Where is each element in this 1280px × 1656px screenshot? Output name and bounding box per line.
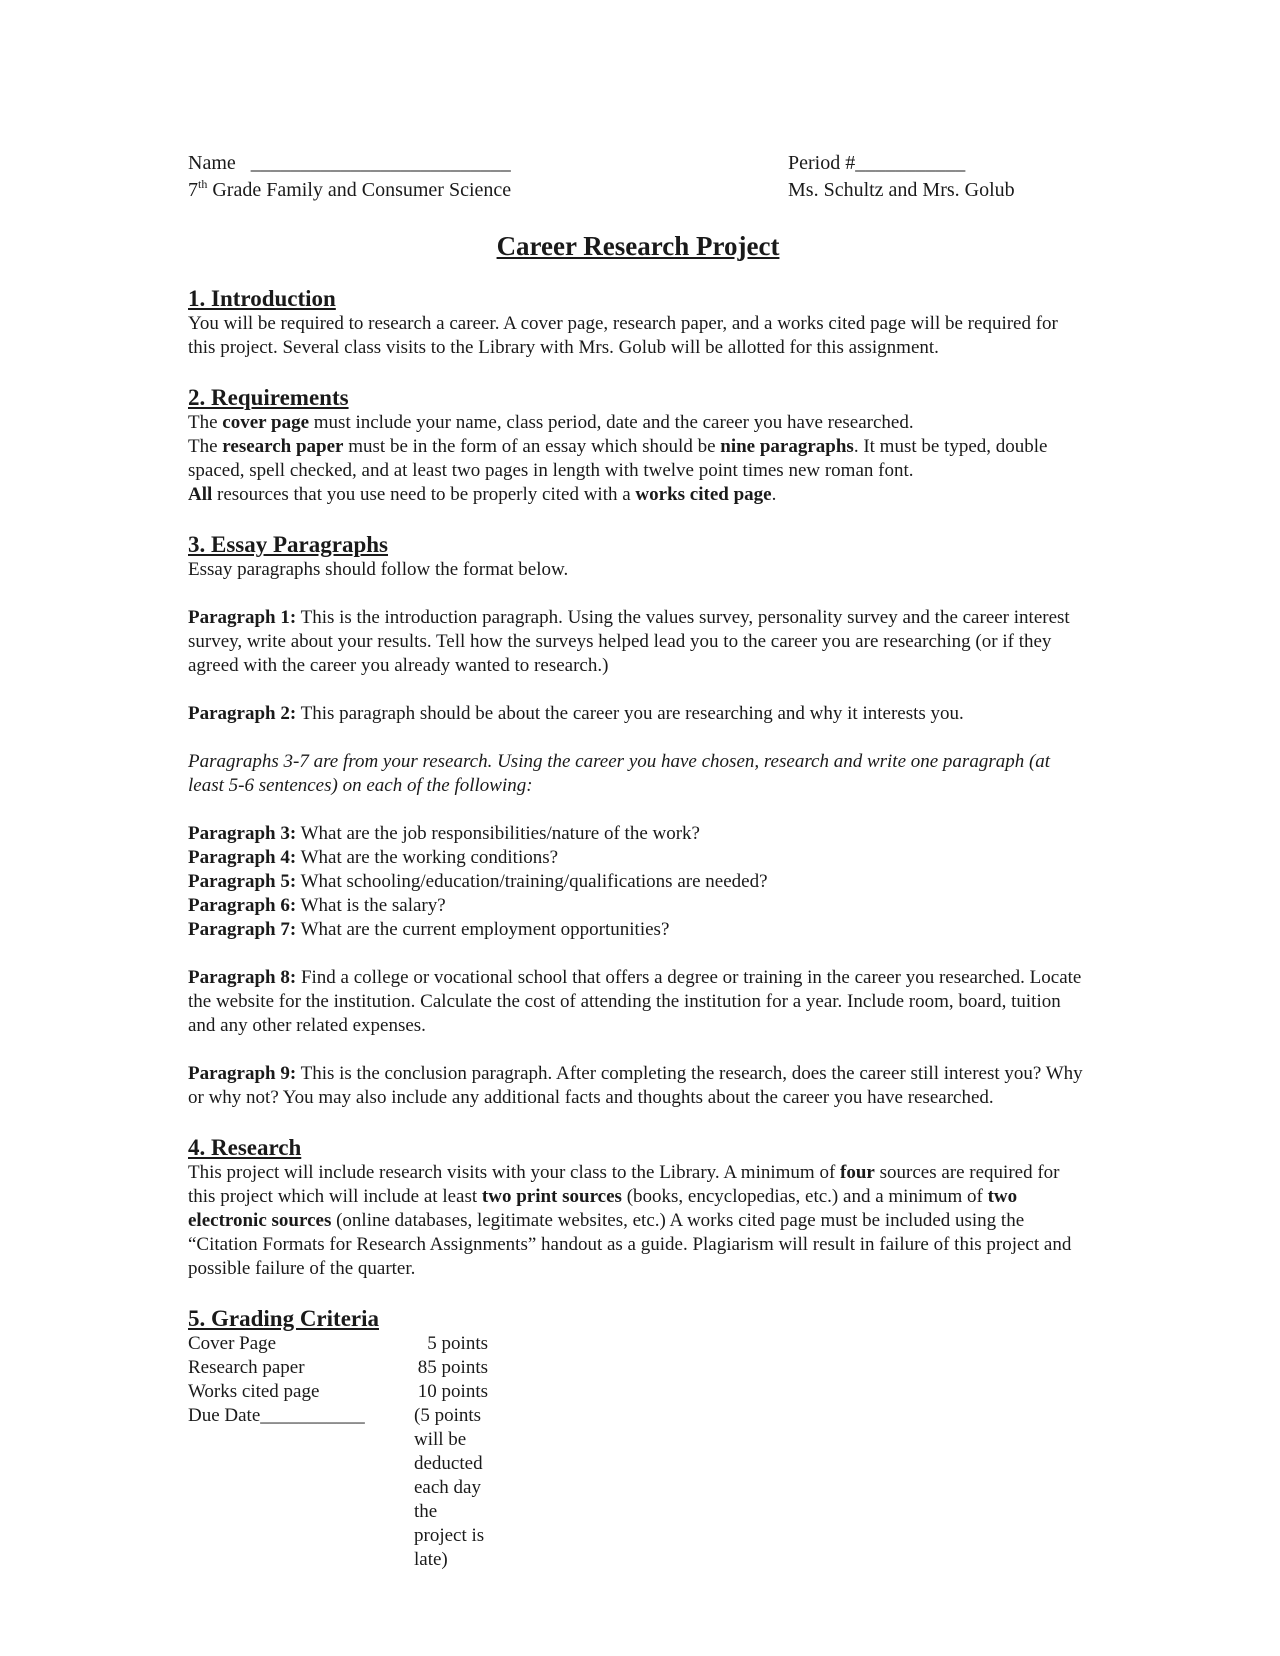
- paragraph-6: Paragraph 6: What is the salary?: [188, 895, 446, 916]
- research-heading: 4. Research: [188, 1135, 302, 1160]
- name-label: Name: [188, 152, 236, 174]
- header-row-1: [188, 150, 1088, 177]
- paragraph-8: Paragraph 8: Find a college or vocational school that offers a degree or training in the career you researched. Locate the website for the institution. Calculate the cost of attending the institution for a year. Include room, board, tuition and any other related expenses.: [188, 967, 1082, 1036]
- period-label: Period #: [788, 152, 856, 174]
- introduction-text: You will be required to research a career. A cover page, research paper, and a works cited page will be required for this project. Several class visits to the Library with Mrs. Golub will be allotted for this assignment.: [188, 313, 1058, 358]
- page-title: Career Research Project: [496, 231, 780, 261]
- grading-row: Cover Page 5 points: [188, 1333, 488, 1354]
- teacher-names: Ms. Schultz and Mrs. Golub: [788, 179, 1015, 201]
- paragraph-2: Paragraph 2: This paragraph should be about the career you are researching and why it interests you.: [188, 703, 964, 724]
- paragraph-5: Paragraph 5: What schooling/education/training/qualifications are needed?: [188, 871, 768, 892]
- introduction-heading: 1. Introduction: [188, 286, 336, 311]
- document-page: [188, 150, 1088, 1572]
- grading-heading: 5. Grading Criteria: [188, 1306, 379, 1331]
- period-field: [788, 150, 965, 177]
- requirements-heading: 2. Requirements: [188, 385, 349, 410]
- period-blank: ___________: [855, 152, 966, 174]
- grading-row: Works cited page 10 points: [188, 1381, 488, 1402]
- header-row-2: [188, 177, 1088, 204]
- paragraph-3: Paragraph 3: What are the job responsibilities/nature of the work?: [188, 823, 700, 844]
- essay-heading: 3. Essay Paragraphs: [188, 532, 388, 557]
- research-paragraphs-note: Paragraphs 3-7 are from your research. Using the career you have chosen, research and write one paragraph (at least 5-6 sentences) on each of the following:: [188, 751, 1051, 796]
- requirements-works-cited: All resources that you use need to be properly cited with a works cited page.: [188, 484, 777, 505]
- course-name: 7th Grade Family and Consumer Science: [188, 177, 512, 201]
- research-text: This project will include research visits with your class to the Library. A minimum of four sources are required for this project which will include at least two print sources (books, encyclopedias, etc.) and a minimum of two electronic sources (online databases, legitimate websites, etc.) A works cited page must be included using the “Citation Formats for Research Assignments” handout as a guide. Plagiarism will result in failure of this project and possible failure of the quarter.: [188, 1162, 1072, 1279]
- grading-table: [188, 1332, 488, 1572]
- requirements-cover-page: The cover page must include your name, class period, date and the career you have researched.: [188, 412, 914, 433]
- due-date-row: [188, 1404, 488, 1572]
- requirements-research-paper: The research paper must be in the form of an essay which should be nine paragraphs. It must be typed, double spaced, spell checked, and at least two pages in length with twelve point times new roman font.: [188, 436, 1048, 481]
- late-penalty-note: (5 points will be deducted each day the project is late): [414, 1405, 485, 1570]
- name-field: [188, 150, 511, 177]
- paragraph-1: Paragraph 1: This is the introduction paragraph. Using the values survey, personality survey and the career interest survey, write about your results. Tell how the surveys helped lead you to the career you are researching (or if they agreed with the career you already wanted to research.): [188, 607, 1070, 676]
- due-date-label: Due Date___________: [188, 1405, 365, 1426]
- paragraph-9: Paragraph 9: This is the conclusion paragraph. After completing the research, does the career still interest you? Why or why not? You may also include any additional facts and thoughts about the career you have researched.: [188, 1063, 1083, 1108]
- grading-row: Research paper 85 points: [188, 1357, 488, 1378]
- paragraph-7: Paragraph 7: What are the current employment opportunities?: [188, 919, 670, 940]
- essay-intro: Essay paragraphs should follow the format below.: [188, 559, 569, 580]
- paragraph-4: Paragraph 4: What are the working conditions?: [188, 847, 559, 868]
- name-blank: __________________________: [250, 152, 511, 174]
